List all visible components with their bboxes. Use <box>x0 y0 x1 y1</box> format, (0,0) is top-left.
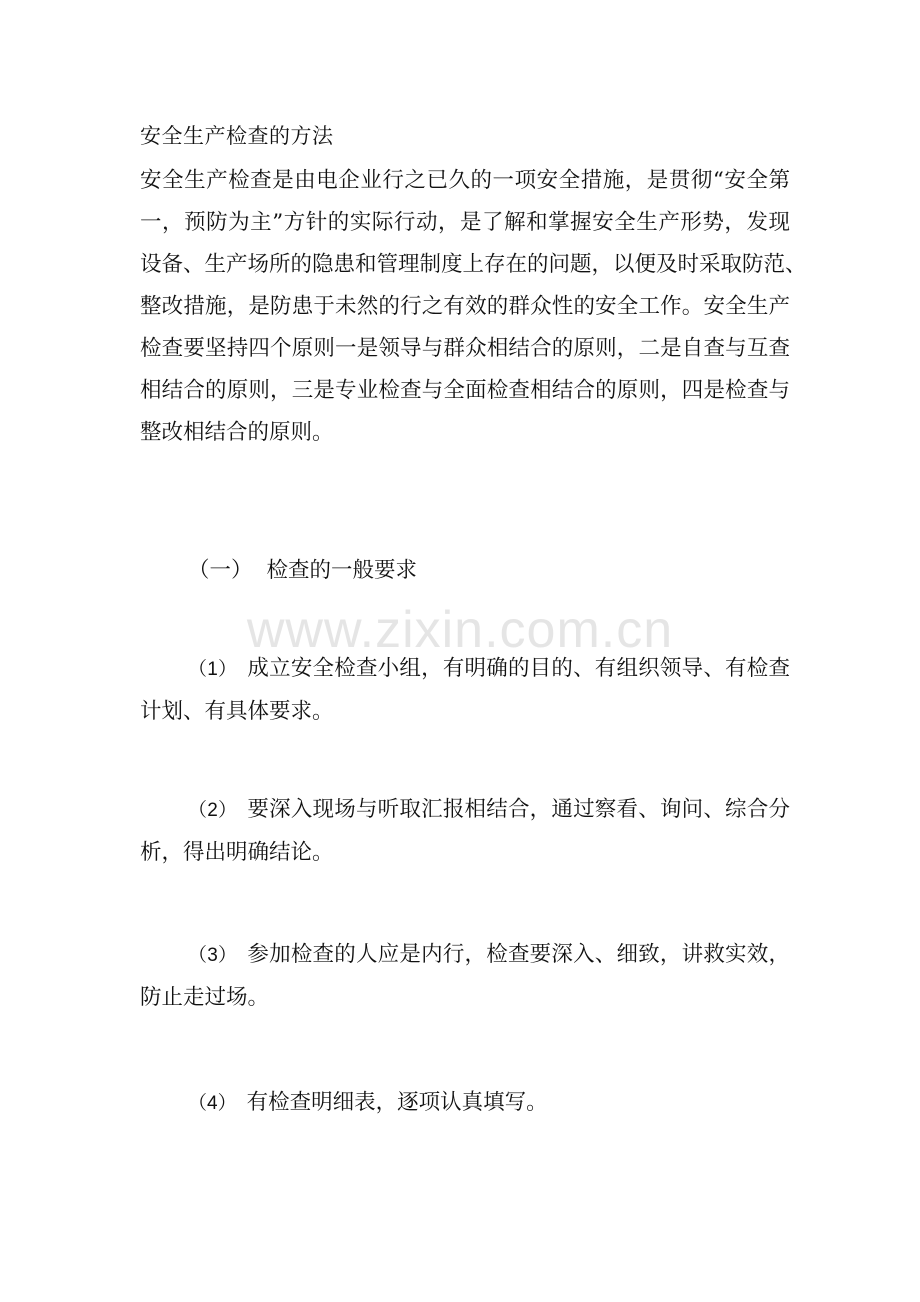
list-item-line: 析，得出明确结论。 <box>140 840 334 865</box>
list-item <box>140 1082 790 1125</box>
paragraph-line: 整改相结合的原则。 <box>140 420 334 445</box>
paragraph-line: 检查要坚持四个原则一是领导与群众相结合的原则，二是自查与互查 <box>140 336 790 361</box>
list-item-line <box>140 648 790 691</box>
intro-paragraph <box>140 160 807 454</box>
list-item-line <box>140 1082 790 1125</box>
list-item-line: 计划、有具体要求。 <box>140 699 334 724</box>
section-heading <box>188 551 417 591</box>
item-text: 要深入现场与听取汇报相结合，通过察看、询问、综合分 <box>247 797 790 822</box>
section-marker: （一） <box>188 558 253 583</box>
list-item-line: 防止走过场。 <box>140 985 270 1010</box>
list-item-line <box>140 789 790 832</box>
document-title: 安全生产检查的方法 <box>140 124 334 148</box>
paragraph-line: 安全生产检查是由电企业行之已久的一项安全措施，是贯彻“安全第 <box>140 168 790 193</box>
item-number: （4） <box>188 1093 237 1114</box>
paragraph-line: 一，预防为主”方针的实际行动，是了解和掌握安全生产形势，发现 <box>140 210 790 235</box>
list-item <box>140 648 790 733</box>
paragraph-line: 整改措施，是防患于未然的行之有效的群众性的安全工作。安全生产 <box>140 294 790 319</box>
item-text: 有检查明细表，逐项认真填写。 <box>246 1090 548 1115</box>
item-number: （1） <box>188 659 238 680</box>
section-title: 检查的一般要求 <box>266 558 418 583</box>
list-item <box>140 934 790 1019</box>
item-text: 参加检查的人应是内行，检查要深入、细致，讲救实效， <box>247 942 790 967</box>
item-number: （3） <box>188 945 238 966</box>
paragraph-line: 相结合的原则，三是专业检查与全面检查相结合的原则，四是检查与 <box>140 378 790 403</box>
list-item-line <box>140 934 790 977</box>
paragraph-line: 设备、生产场所的隐患和管理制度上存在的问题，以便及时采取防范、 <box>140 252 807 277</box>
list-item <box>140 789 790 874</box>
watermark: www.zixin.com.cn <box>246 601 674 659</box>
item-text: 成立安全检查小组，有明确的目的、有组织领导、有检查 <box>247 656 790 681</box>
item-number: （2） <box>188 800 238 821</box>
